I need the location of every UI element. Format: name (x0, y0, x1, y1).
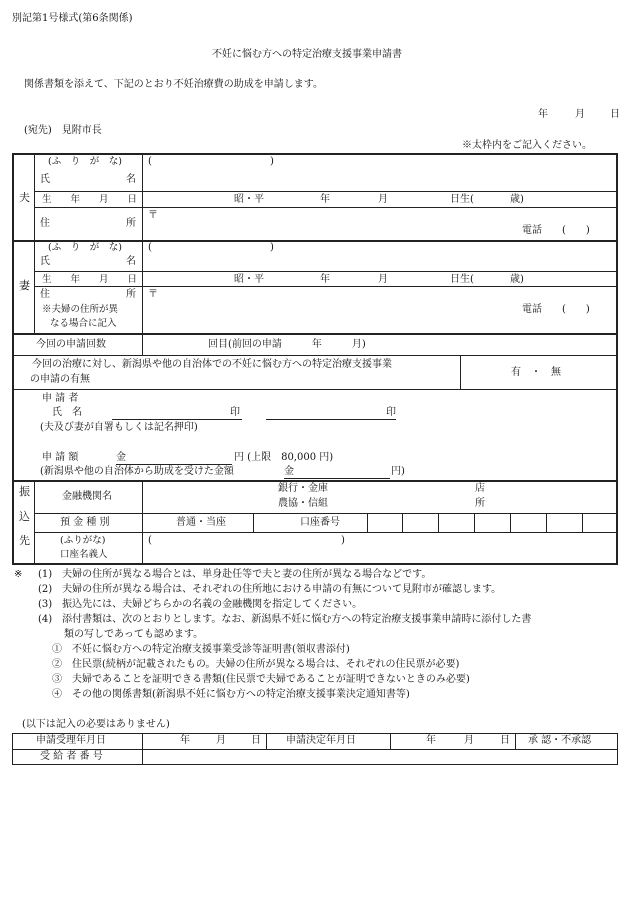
husband-address-label-1: 住 (40, 218, 50, 229)
wife-phone[interactable]: 電話 ( ) (522, 304, 590, 315)
sub-note-1: ① 不妊に悩む方への特定治療支援事業受診等証明書(領収書添付) (52, 644, 350, 655)
signature-line-2[interactable] (266, 419, 396, 420)
wife-birth-day: 日生( (450, 274, 474, 285)
branch-label-1: 店 (475, 483, 485, 494)
husband-phone[interactable]: 電話 ( ) (522, 225, 590, 236)
wife-birth-label: 生 年 月 日 (42, 274, 138, 285)
other-amount-kin: 金 (284, 466, 294, 477)
amount-line[interactable] (116, 464, 232, 465)
transfer-side-2: 込 (19, 510, 30, 523)
decided-day: 日 (500, 735, 510, 746)
husband-birth-month: 月 (378, 194, 388, 205)
amount-kin: 金 (116, 452, 126, 463)
wife-birth-month: 月 (378, 274, 388, 285)
seal-mark-1: 印 (230, 407, 240, 418)
received-day: 日 (251, 735, 261, 746)
wife-furigana-close: ) (270, 242, 274, 253)
holder-label-2: 口座名義人 (60, 549, 108, 560)
husband-name-label-1: 氏 (40, 174, 50, 185)
recipient-number-label: 受 給 者 番 号 (40, 751, 103, 762)
form-number: 別記第1号様式(第6条関係) (12, 13, 133, 24)
amount-label: 申 請 額 (42, 452, 79, 463)
husband-birth-year: 年 (320, 194, 330, 205)
wife-address-note-2: なる場合に記入 (50, 318, 117, 329)
transfer-side-1: 振 (19, 485, 30, 498)
bank-option-2[interactable]: 農協・信組 (278, 498, 328, 509)
sign-note: (夫及び妻が自署もしくは記名押印) (40, 422, 198, 433)
sub-note-4: ④ その他の関係書類(新潟県不妊に悩む方への特定治療支援事業決定通知書等) (52, 689, 410, 700)
decided-year: 年 (426, 735, 436, 746)
decided-month: 月 (464, 735, 474, 746)
note-4b: 類の写しであっても認めます。 (64, 629, 204, 640)
received-month: 月 (216, 735, 226, 746)
notes-mark: ※ (14, 569, 23, 580)
wife-address-label-1: 住 (40, 289, 50, 300)
sub-note-3: ③ 夫婦であることを証明できる書類(住民票で夫婦であることが証明できないときのみ必要) (52, 674, 470, 685)
applicant-name-label: 氏 名 (52, 407, 82, 418)
count-label: 今回の申請回数 (36, 339, 106, 350)
signature-line-1[interactable] (112, 419, 242, 420)
wife-label: 妻 (19, 279, 30, 292)
page-title: 不妊に悩む方への特定治療支援事業申請書 (212, 49, 402, 60)
wife-address-label-2: 所 (126, 289, 136, 300)
other-amount-label: (新潟県や他の自治体から助成を受けた金額 (40, 466, 234, 477)
applicant-heading: 申 請 者 (42, 393, 79, 404)
note-2: (2) 夫婦の住所が異なる場合は、それぞれの住所地における申請の有無について見附市が確認します。 (38, 584, 502, 595)
husband-label: 夫 (19, 191, 30, 204)
bank-label: 金融機関名 (62, 491, 112, 502)
wife-furigana-label: (ふ り が な) (48, 242, 122, 253)
husband-name-label-2: 名 (126, 174, 136, 185)
wife-birth-year: 年 (320, 274, 330, 285)
count-value[interactable]: 回目(前回の申請 年 月) (208, 339, 366, 350)
other-app-label-2: の申請の有無 (30, 374, 90, 385)
amount-limit: 円 (上限 80,000 円) (234, 452, 334, 463)
date-year: 年 (538, 109, 548, 120)
husband-postal-mark[interactable]: 〒 (148, 210, 158, 221)
husband-birth-day: 日生( (450, 194, 474, 205)
wife-name-label-2: 名 (126, 256, 136, 267)
holder-label-1: (ふりがな) (60, 535, 106, 546)
other-app-value[interactable]: 有 ・ 無 (511, 367, 561, 378)
office-note: (以下は記入の必要はありません) (22, 719, 170, 730)
other-amount-line[interactable] (284, 478, 390, 479)
sub-note-2: ② 住民票(続柄が記載されたもの。夫婦の住所が異なる場合は、それぞれの住民票が必要) (52, 659, 460, 670)
received-date-label: 申請受理年月日 (36, 735, 106, 746)
holder-open[interactable]: ( (148, 535, 152, 546)
wife-address-note-1: ※夫婦の住所が異 (42, 304, 119, 315)
husband-age: 歳) (510, 194, 524, 205)
intro-text: 関係書類を添えて、下記のとおり不妊治療費の助成を申請します。 (24, 79, 323, 90)
wife-era[interactable]: 昭・平 (234, 274, 264, 285)
bank-option-1[interactable]: 銀行・金庫 (278, 483, 328, 494)
note-4a: (4) 添付書類は、次のとおりとします。なお、新潟県不妊に悩む方への特定治療支援事業申請時に添付した書 (38, 614, 532, 625)
decided-date-label: 申請決定年月日 (286, 735, 356, 746)
husband-furigana-close: ) (270, 156, 274, 167)
seal-mark-2: 印 (386, 407, 396, 418)
wife-age: 歳) (510, 274, 524, 285)
wife-furigana-open[interactable]: ( (148, 242, 152, 253)
husband-furigana-open[interactable]: ( (148, 156, 152, 167)
husband-birth-label: 生 年 月 日 (42, 194, 138, 205)
note-3: (3) 振込先には、夫婦どちらかの名義の金融機関を指定してください。 (38, 599, 363, 610)
husband-era[interactable]: 昭・平 (234, 194, 264, 205)
other-app-label-1: 今回の治療に対し、新潟県や他の自治体での不妊に悩む方への特定治療支援事業 (32, 359, 392, 370)
husband-furigana-label: (ふ り が な) (48, 156, 122, 167)
husband-address-label-2: 所 (126, 218, 136, 229)
branch-label-2: 所 (475, 498, 485, 509)
received-year: 年 (180, 735, 190, 746)
wife-postal-mark[interactable]: 〒 (148, 289, 158, 300)
bold-frame-note: ※太枠内をご記入ください。 (462, 140, 592, 151)
deposit-value[interactable]: 普通・当座 (176, 517, 226, 528)
date-month: 月 (575, 109, 585, 120)
holder-close: ) (341, 535, 345, 546)
date-day: 日 (610, 109, 620, 120)
note-1: (1) 夫婦の住所が異なる場合とは、単身赴任等で夫と妻の住所が異なる場合などです。 (38, 569, 432, 580)
wife-name-label-1: 氏 (40, 256, 50, 267)
other-amount-close: 円) (391, 466, 405, 477)
transfer-side-3: 先 (19, 534, 30, 547)
addressee: (宛先) 見附市長 (24, 125, 102, 136)
account-label: 口座番号 (300, 517, 340, 528)
approval-status: 承 認・不承認 (528, 735, 592, 746)
deposit-label: 預 金 種 別 (60, 517, 110, 528)
